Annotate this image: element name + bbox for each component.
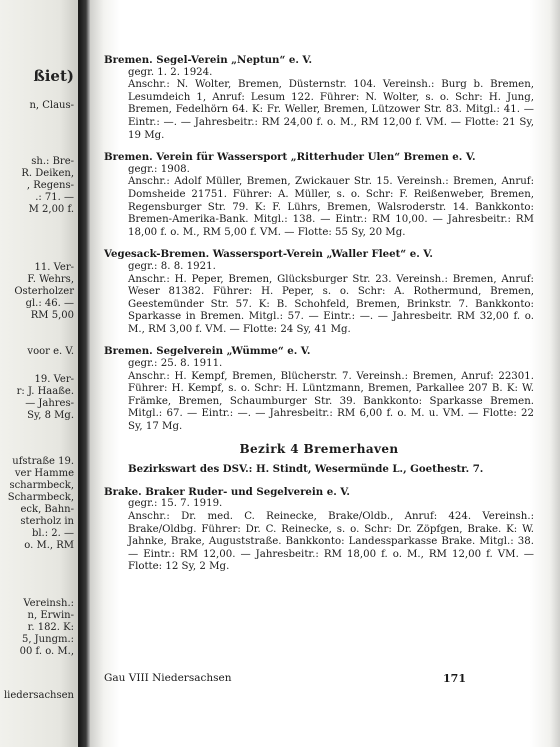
left-page-line: r: J. Haaße. [16, 386, 74, 397]
club-heading: Bremen. Segel-Verein „Neptun“ e. V. [104, 54, 313, 66]
left-page-line: ßiet) [33, 67, 74, 85]
left-page-line: Scharmbeck, [7, 492, 74, 503]
left-page-line: n, Erwin- [27, 610, 74, 621]
founded-date: gegr.: 25. 8. 1911. [128, 358, 223, 370]
left-page-line: liedersachsen [3, 690, 74, 701]
left-page-line: n, Claus- [29, 100, 74, 111]
left-page-line: r. 182. K: [27, 622, 74, 633]
left-page-line: R. Deiken, [21, 168, 74, 179]
left-page-line: sterholz in [20, 516, 74, 527]
left-page-line: .: 71. — [35, 192, 74, 203]
founded-date: gegr.: 15. 7. 1919. [128, 498, 223, 510]
left-page-line: Osterholzer [14, 286, 74, 297]
left-page-line: Vereinsh.: [23, 598, 74, 609]
left-page-line: gl.: 46. — [25, 298, 74, 309]
left-page-line: voor e. V. [27, 346, 74, 357]
club-details: Anschr.: N. Wolter, Bremen, Düsternstr. 104. Vereinsh.: Burg b. Bremen, Lesumdeich 1, Anruf: Lesum 122. Führer: N. Wolter, s. o. Schr: H. Jung, Bremen, Fedelhörn 64. K: Fr. Weller, Bremen, Lützower Str. 83. Mitgl.: 41. — Eintr.: —. — Jahresbeitr.: RM 24,00 f. o. M., RM 12,00 f. VM. — Flotte: 21 Sy, 19 Mg. [128, 79, 534, 141]
left-page-line: Sy, 8 Mg. [27, 410, 74, 421]
founded-date: gegr. 1. 2. 1924. [128, 66, 213, 78]
club-entry [104, 248, 534, 336]
founded-date: gegr.: 8. 8. 1921. [128, 260, 216, 272]
club-heading: Bremen. Verein für Wassersport „Ritterhuder Ulen“ Bremen e. V. [104, 151, 476, 164]
left-page-line: F. Wehrs, [27, 274, 74, 285]
district-warden: Bezirkswart des DSV.: H. Stindt, Wesermünde L., Goethestr. 7. [128, 463, 484, 476]
left-page-line: 5, Jungm.: [21, 634, 74, 645]
left-page-line: 11. Ver- [34, 262, 74, 273]
left-page-line: RM 5,00 [30, 310, 74, 321]
left-page-line: 00 f. o. M., [19, 646, 74, 657]
page-content [104, 54, 534, 583]
club-entry [104, 54, 534, 142]
left-page-line: scharmbeck, [9, 480, 74, 491]
footer-section-name: Gau VIII Niedersachsen [104, 672, 232, 684]
left-page-line: , Regens- [26, 180, 74, 191]
club-details: Anschr.: Adolf Müller, Bremen, Zwickauer Str. 15. Vereinsh.: Bremen, Anruf: Domsheide 21751. Führer: A. Müller, s. o. Schr: F. Reißenweber, Bremen, Regensburger Str. 79. K: F. Lührs, Bremen, Walsroderstr. 14. Bankkonto: Bremen-Amerika-Bank. Mitgl.: 138. — Eintr.: RM 10,00. — Jahresbeitr.: RM 18,00 f. o. M., RM 5,00 f. VM. — Flotte: 55 Sy, 20 Mg. [128, 176, 534, 238]
page-number: 171 [443, 672, 466, 685]
club-details: Anschr.: Dr. med. C. Reinecke, Brake/Oldb., Anruf: 424. Vereinsh.: Brake/Oldbg. Führer: Dr. C. Reinecke, s. o. Schr: Dr. Zöpfgen, Brake. K: W. Jahnke, Brake, Auguststraße. Bankkonto: Landessparkasse Brake. Mitgl.: 38. — Eintr.: RM 12,00. — Jahresbeitr.: RM 18,00 f. o. M., RM 12,00 f. VM. — Flotte: 12 Sy, 2 Mg. [128, 511, 534, 573]
club-entry [104, 151, 534, 239]
left-page-line: 19. Ver- [34, 374, 74, 385]
left-page-line: o. M., RM [24, 540, 74, 551]
club-entry [104, 486, 534, 574]
left-page-line: sh.: Bre- [31, 156, 74, 167]
left-page-line: — Jahres- [25, 398, 74, 409]
left-page-line: M 2,00 f. [28, 204, 74, 215]
right-page [90, 0, 560, 747]
left-page-line: eck, Bahn- [20, 504, 74, 515]
left-page-line: ver Hamme [14, 468, 74, 479]
left-page-fragment [0, 0, 78, 747]
club-heading: Vegesack-Bremen. Wassersport-Verein „Waller Fleet“ e. V. [104, 248, 433, 261]
club-heading: Bremen. Segelverein „Wümme“ e. V. [104, 345, 311, 358]
founded-date: gegr.: 1908. [128, 163, 190, 175]
club-details: Anschr.: H. Peper, Bremen, Glücksburger Str. 23. Vereinsh.: Bremen, Anruf: Weser 81382. Führer: H. Peper, s. o. Schr: A. Rothermund, Bremen, Geestemünder Str. 57. K: B. Schohfeld, Bremen, Brinkstr. 7. Bankkonto: Sparkasse in Bremen. Mitgl.: 57. — Eintr.: —. — Jahresbeitr. RM 32,00 f. o. M., RM 3,00 f. VM. — Flotte: 24 Sy, 41 Mg. [128, 273, 534, 335]
section-title: Bezirk 4 Bremerhaven [239, 441, 399, 456]
left-page-line: bl.: 2. — [31, 528, 74, 539]
club-entry [104, 345, 534, 433]
left-page-line: ufstraße 19. [12, 456, 74, 467]
club-details: Anschr.: H. Kempf, Bremen, Blücherstr. 7. Vereinsh.: Bremen, Anruf: 22301. Führer: H. Kempf, s. o. Schr: H. Lüntzmann, Bremen, Parkallee 207 B. K: W. Främke, Bremen, Schaumburger Str. 39. Bankkonto: Sparkasse Bremen. Mitgl.: 67. — Eintr.: —. — Jahresbeitr.: RM 6,00 f. o. M. u. VM. — Flotte: 22 Sy, 17 Mg. [128, 370, 534, 433]
club-heading: Brake. Braker Ruder- und Segelverein e. V. [104, 485, 350, 498]
